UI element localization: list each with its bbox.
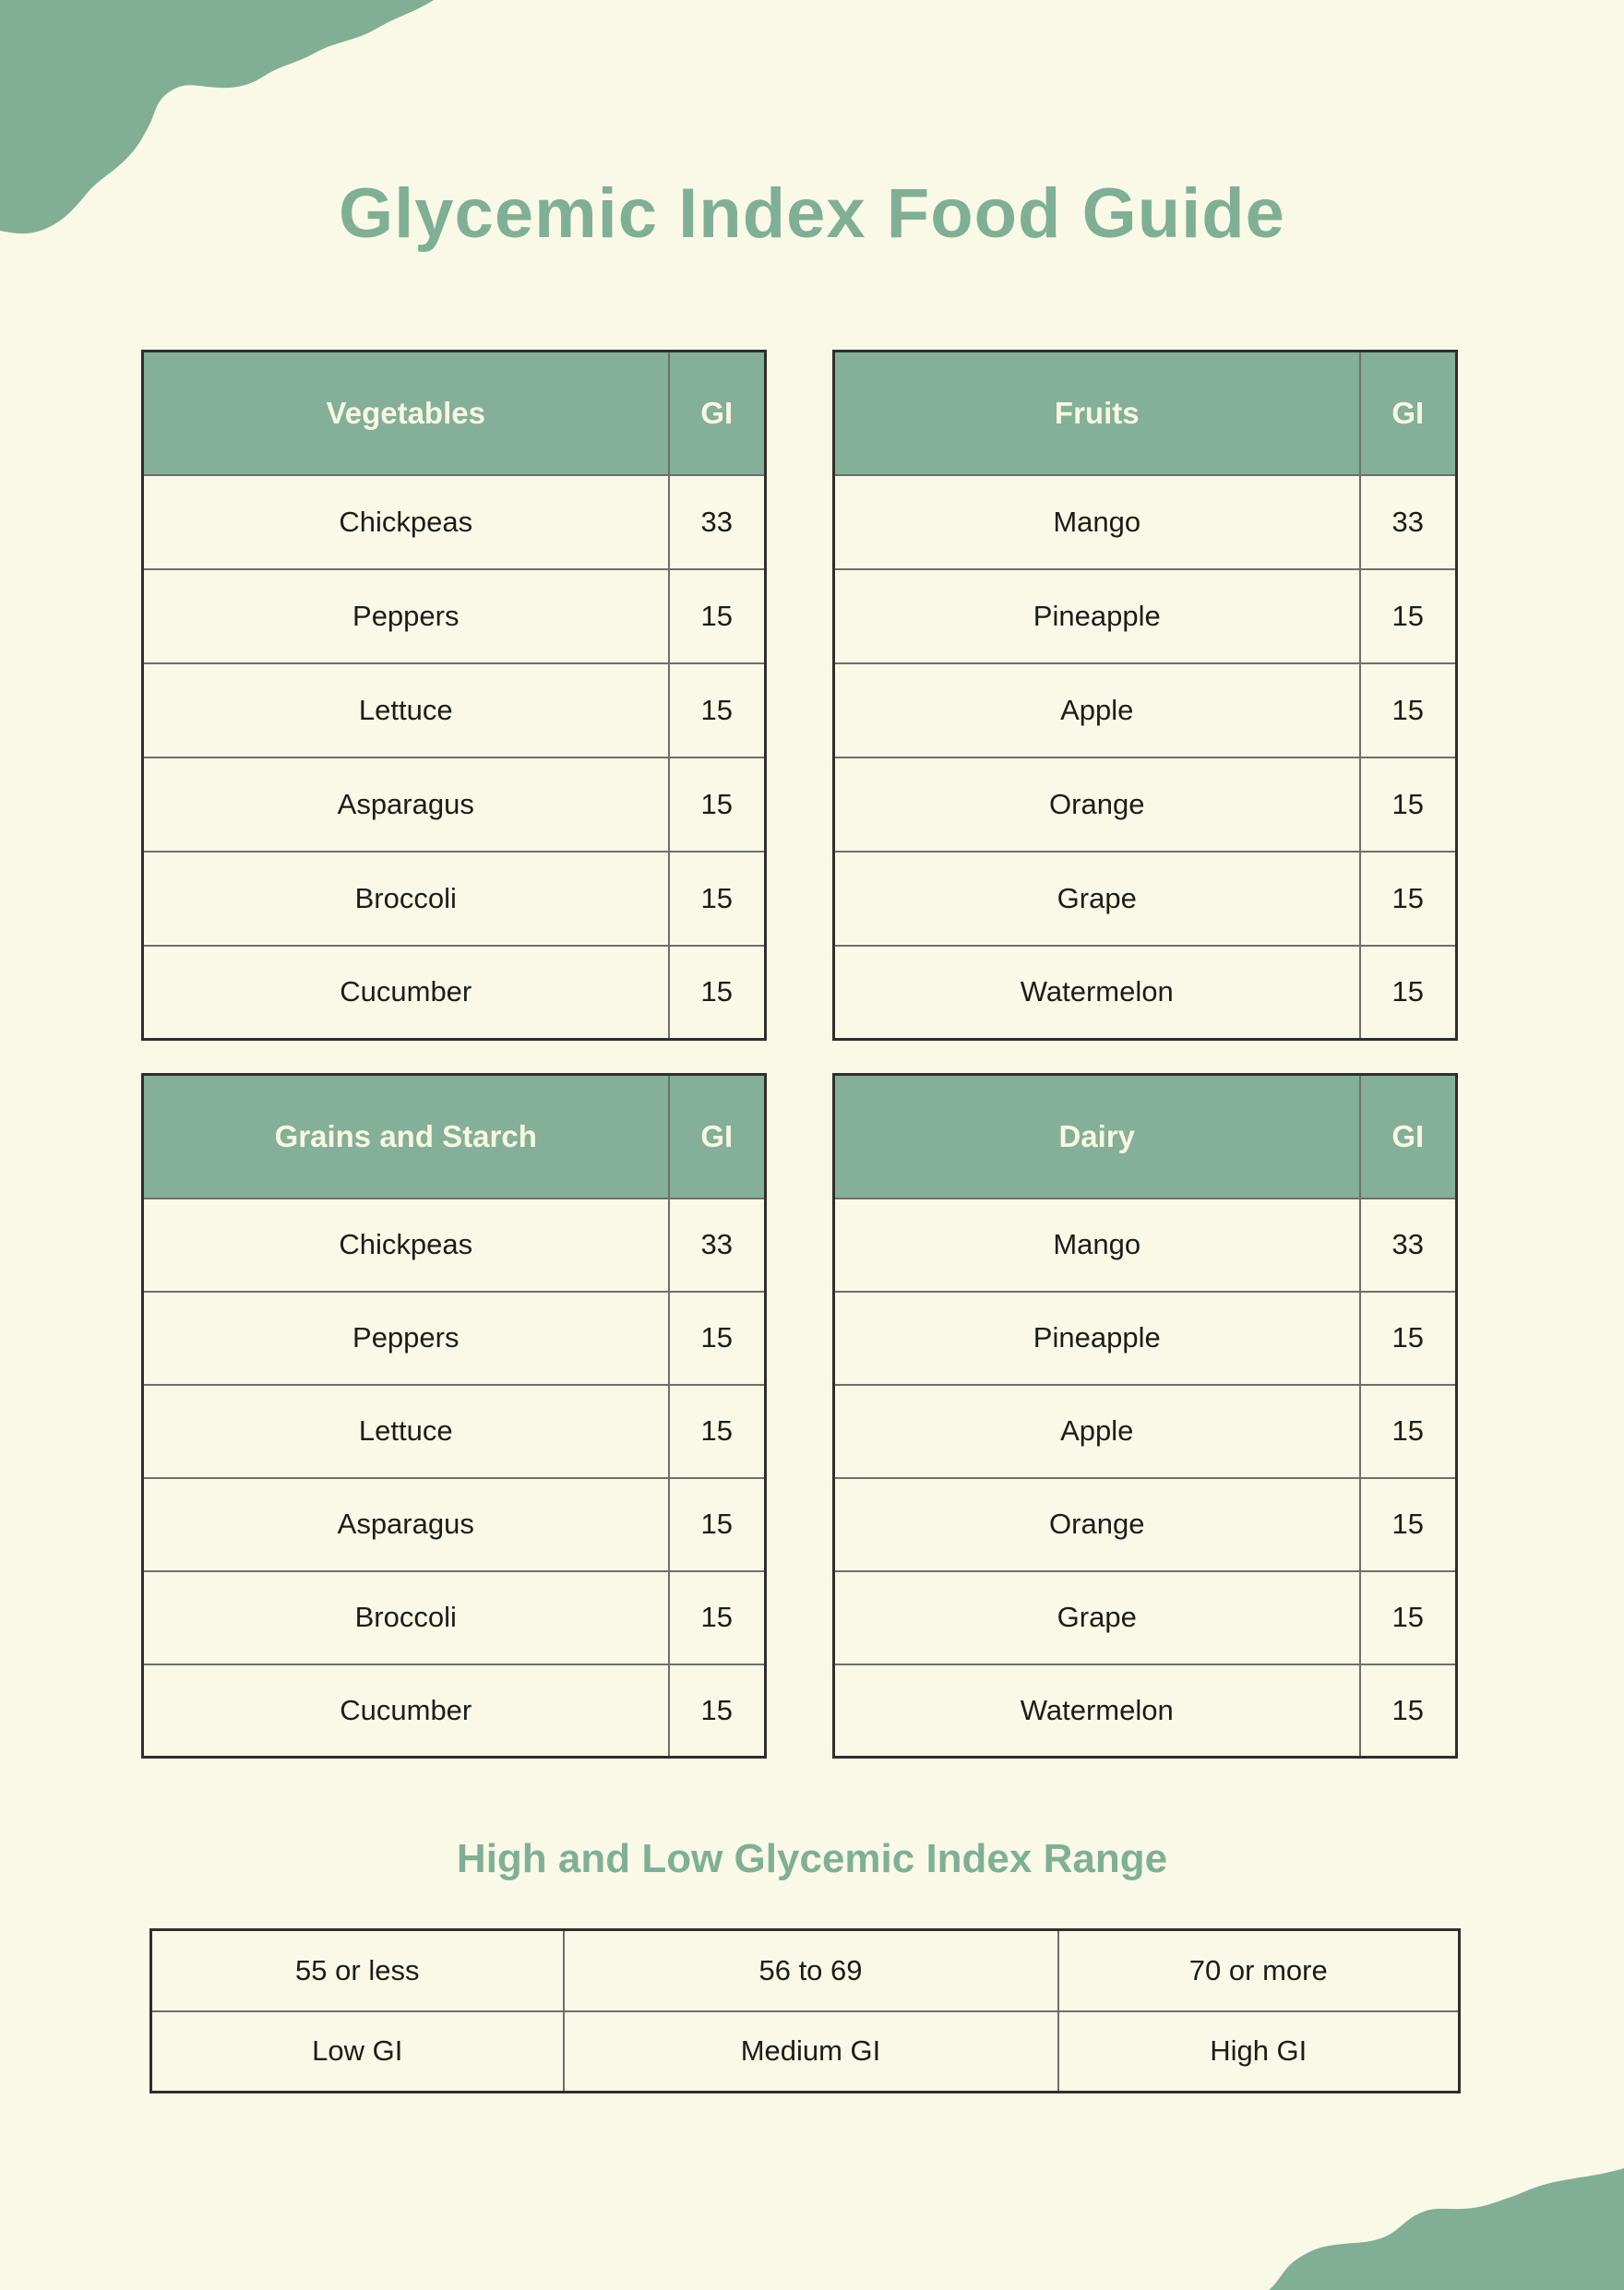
table-row: [834, 1385, 1457, 1478]
table-row: [834, 1292, 1457, 1385]
gi-header-cell: GI: [1360, 1075, 1457, 1199]
food-name-cell: Apple: [834, 663, 1360, 757]
gi-value-cell: 33: [1360, 1199, 1457, 1292]
food-name-cell: Orange: [834, 757, 1360, 852]
table-row: [143, 1571, 766, 1664]
gi-header-cell: GI: [669, 352, 766, 475]
gi-value-cell: 15: [1360, 757, 1457, 852]
table-header-row: [834, 352, 1457, 475]
gi-value-cell: 33: [669, 475, 766, 569]
food-name-cell: Watermelon: [834, 946, 1360, 1040]
range-section-heading: High and Low Glycemic Index Range: [456, 1836, 1168, 1881]
gi-value-cell: 15: [1360, 569, 1457, 663]
food-table-vegetables: [141, 350, 767, 1041]
gi-value-cell: 15: [669, 1664, 766, 1758]
gi-value-cell: 15: [669, 1292, 766, 1385]
table-row: [143, 663, 766, 757]
range-value-cell: 56 to 69: [564, 1930, 1058, 2011]
table-row: [834, 1199, 1457, 1292]
table-header-row: [834, 1075, 1457, 1199]
food-table-fruits: [832, 350, 1458, 1041]
table-row: [834, 663, 1457, 757]
table-row: [143, 1385, 766, 1478]
gi-value-cell: 15: [669, 1478, 766, 1571]
food-name-cell: Cucumber: [143, 1664, 669, 1758]
food-name-cell: Chickpeas: [143, 1199, 669, 1292]
table-header-row: [143, 1075, 766, 1199]
gi-value-cell: 15: [1360, 1478, 1457, 1571]
table-row: [143, 1664, 766, 1758]
range-label-cell: Medium GI: [564, 2011, 1058, 2093]
table-row: [143, 569, 766, 663]
table-row: [834, 569, 1457, 663]
gi-range-table: [149, 1928, 1461, 2093]
table-row: [834, 1478, 1457, 1571]
range-values-row: [151, 1930, 1460, 2011]
food-name-cell: Asparagus: [143, 1478, 669, 1571]
range-label-cell: High GI: [1058, 2011, 1460, 2093]
food-name-cell: Grape: [834, 1571, 1360, 1664]
category-header-cell: Grains and Starch: [143, 1075, 669, 1199]
gi-value-cell: 15: [669, 1571, 766, 1664]
food-name-cell: Apple: [834, 1385, 1360, 1478]
table-row: [143, 475, 766, 569]
table-row: [834, 475, 1457, 569]
table-row: [143, 1292, 766, 1385]
food-name-cell: Orange: [834, 1478, 1360, 1571]
table-row: [143, 852, 766, 946]
food-name-cell: Pineapple: [834, 1292, 1360, 1385]
category-header-cell: Vegetables: [143, 352, 669, 475]
food-table-grains-and-starch: [141, 1073, 767, 1759]
page-title: Glycemic Index Food Guide: [339, 174, 1285, 253]
table-header-row: [143, 352, 766, 475]
gi-value-cell: 15: [669, 852, 766, 946]
gi-header-cell: GI: [1360, 352, 1457, 475]
table-row: [834, 757, 1457, 852]
gi-value-cell: 15: [669, 569, 766, 663]
gi-value-cell: 15: [669, 1385, 766, 1478]
food-name-cell: Watermelon: [834, 1664, 1360, 1758]
food-name-cell: Grape: [834, 852, 1360, 946]
table-row: [834, 852, 1457, 946]
gi-header-cell: GI: [669, 1075, 766, 1199]
table-row: [143, 1199, 766, 1292]
food-name-cell: Lettuce: [143, 663, 669, 757]
gi-value-cell: 15: [1360, 1571, 1457, 1664]
food-name-cell: Broccoli: [143, 1571, 669, 1664]
gi-value-cell: 15: [669, 663, 766, 757]
food-name-cell: Peppers: [143, 569, 669, 663]
food-name-cell: Broccoli: [143, 852, 669, 946]
gi-value-cell: 15: [669, 757, 766, 852]
range-label-cell: Low GI: [151, 2011, 564, 2093]
range-labels-row: [151, 2011, 1460, 2093]
food-name-cell: Mango: [834, 475, 1360, 569]
gi-value-cell: 15: [1360, 1664, 1457, 1758]
gi-value-cell: 33: [1360, 475, 1457, 569]
bottom-right-blob-decoration: [1255, 2156, 1624, 2290]
food-name-cell: Lettuce: [143, 1385, 669, 1478]
food-table-dairy: [832, 1073, 1458, 1759]
gi-value-cell: 15: [1360, 663, 1457, 757]
gi-value-cell: 15: [669, 946, 766, 1040]
table-row: [834, 946, 1457, 1040]
gi-value-cell: 33: [669, 1199, 766, 1292]
table-row: [143, 1478, 766, 1571]
food-name-cell: Cucumber: [143, 946, 669, 1040]
category-header-cell: Dairy: [834, 1075, 1360, 1199]
food-name-cell: Peppers: [143, 1292, 669, 1385]
gi-value-cell: 15: [1360, 1292, 1457, 1385]
table-row: [143, 757, 766, 852]
table-row: [143, 946, 766, 1040]
category-header-cell: Fruits: [834, 352, 1360, 475]
range-value-cell: 55 or less: [151, 1930, 564, 2011]
gi-value-cell: 15: [1360, 852, 1457, 946]
food-name-cell: Pineapple: [834, 569, 1360, 663]
table-row: [834, 1571, 1457, 1664]
range-value-cell: 70 or more: [1058, 1930, 1460, 2011]
food-name-cell: Asparagus: [143, 757, 669, 852]
food-name-cell: Chickpeas: [143, 475, 669, 569]
gi-value-cell: 15: [1360, 1385, 1457, 1478]
table-row: [834, 1664, 1457, 1758]
food-name-cell: Mango: [834, 1199, 1360, 1292]
gi-value-cell: 15: [1360, 946, 1457, 1040]
